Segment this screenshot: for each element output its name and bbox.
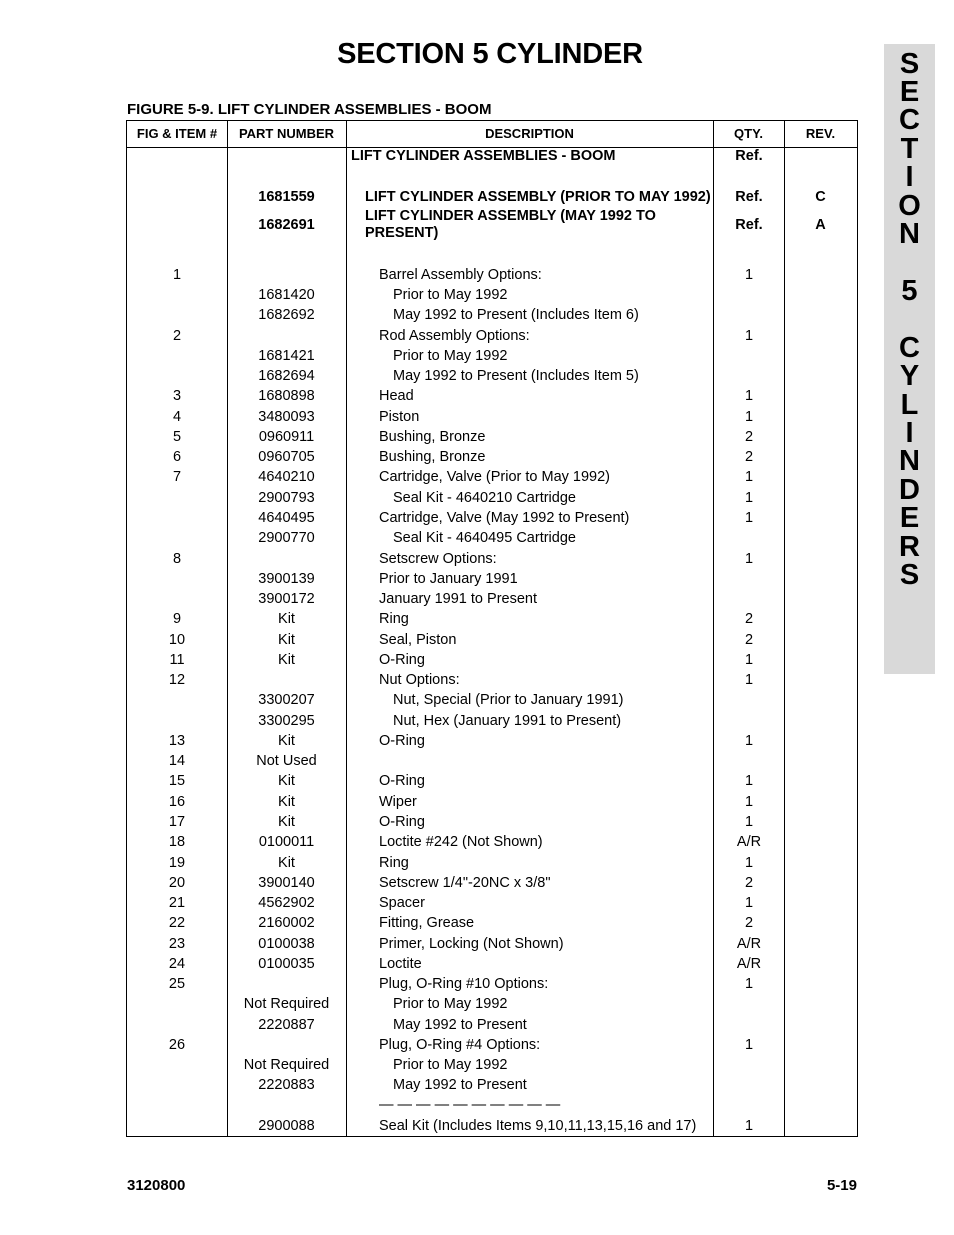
fig-item-cell: 23 bbox=[168, 936, 186, 952]
table-row bbox=[127, 286, 857, 306]
table-row bbox=[127, 590, 857, 610]
table-row bbox=[127, 468, 857, 488]
part-number-cell: 1682694 bbox=[258, 368, 315, 384]
rev-cell: C bbox=[815, 189, 826, 205]
qty-cell: 2 bbox=[744, 915, 754, 931]
fig-item-cell: 7 bbox=[172, 469, 182, 485]
part-number-cell: 2900770 bbox=[258, 530, 315, 546]
qty-cell: 2 bbox=[744, 449, 754, 465]
header-qty: QTY. bbox=[734, 126, 763, 141]
description-cell: Seal Kit - 4640495 Cartridge bbox=[393, 530, 576, 546]
table-row bbox=[127, 408, 857, 428]
table-header bbox=[127, 121, 857, 148]
description-cell: Head bbox=[379, 388, 414, 404]
part-number-cell: 4640210 bbox=[258, 469, 315, 485]
side-tab-letter: N bbox=[899, 218, 920, 250]
side-tab-letter: Y bbox=[899, 360, 920, 392]
fig-item-cell: 26 bbox=[168, 1037, 186, 1053]
description-cell: Loctite #242 (Not Shown) bbox=[379, 834, 543, 850]
table-row bbox=[127, 1076, 857, 1096]
description-cell: Prior to May 1992 bbox=[393, 1057, 508, 1073]
part-number-cell: Kit bbox=[278, 611, 295, 627]
description-cell: Seal Kit (Includes Items 9,10,11,13,15,16 and 17) bbox=[379, 1118, 697, 1134]
table-row bbox=[127, 975, 857, 995]
qty-cell: 1 bbox=[744, 510, 754, 526]
table-row bbox=[127, 631, 857, 651]
table-row bbox=[127, 1096, 857, 1116]
table-row bbox=[127, 935, 857, 955]
description-cell: Piston bbox=[379, 409, 420, 425]
description-cell: May 1992 to Present bbox=[393, 1017, 527, 1033]
fig-item-cell: 11 bbox=[169, 652, 185, 668]
description-cell: Loctite bbox=[379, 956, 422, 972]
fig-item-cell: 15 bbox=[168, 773, 186, 789]
fig-item-cell: 14 bbox=[168, 753, 186, 769]
fig-item-cell: 21 bbox=[168, 895, 186, 911]
table-row bbox=[127, 387, 857, 407]
part-number-cell: 2900088 bbox=[258, 1118, 315, 1134]
fig-item-cell: 10 bbox=[168, 632, 186, 648]
qty-cell: 1 bbox=[744, 976, 754, 992]
description-cell: Prior to January 1991 bbox=[379, 571, 518, 587]
description-cell: Fitting, Grease bbox=[379, 915, 475, 931]
table-row bbox=[127, 833, 857, 853]
part-number-cell: 3300207 bbox=[258, 692, 315, 708]
qty-cell: Ref. bbox=[735, 189, 763, 205]
fig-item-cell: 17 bbox=[168, 814, 186, 830]
qty-cell: 1 bbox=[744, 773, 754, 789]
qty-cell: 1 bbox=[744, 388, 754, 404]
table-row bbox=[127, 651, 857, 671]
description-cell: Bushing, Bronze bbox=[379, 449, 486, 465]
table-row bbox=[127, 691, 857, 711]
side-tab-letter: R bbox=[899, 531, 920, 563]
fig-item-cell: 13 bbox=[168, 733, 186, 749]
description-cell: Primer, Locking (Not Shown) bbox=[379, 936, 564, 952]
table-row bbox=[127, 874, 857, 894]
description-cell: May 1992 to Present (Includes Item 6) bbox=[393, 307, 639, 323]
part-number-cell: Kit bbox=[278, 773, 295, 789]
part-number-cell: 2220883 bbox=[258, 1077, 315, 1093]
rev-cell: A bbox=[815, 217, 826, 233]
part-number-cell: 0100035 bbox=[258, 956, 315, 972]
section-title: SECTION 5 CYLINDER bbox=[337, 38, 643, 70]
qty-cell: 1 bbox=[744, 652, 754, 668]
description-cell: O-Ring bbox=[379, 814, 425, 830]
qty-cell: 1 bbox=[744, 328, 754, 344]
table-row bbox=[127, 188, 857, 208]
table-row bbox=[127, 367, 857, 387]
side-tab-letter: D bbox=[899, 474, 920, 506]
qty-cell: Ref. bbox=[735, 148, 763, 164]
table-row bbox=[127, 995, 857, 1015]
part-number-cell: Kit bbox=[278, 632, 295, 648]
fig-item-cell: 19 bbox=[168, 855, 186, 871]
qty-cell: A/R bbox=[736, 834, 762, 850]
header-rev: REV. bbox=[805, 126, 836, 141]
qty-cell: Ref. bbox=[735, 217, 763, 233]
description-cell: Ring bbox=[379, 611, 409, 627]
table-row bbox=[127, 266, 857, 286]
fig-item-cell: 6 bbox=[172, 449, 182, 465]
header-part-number: PART NUMBER bbox=[238, 126, 335, 141]
side-tab-letter: L bbox=[900, 389, 919, 421]
description-cell: Seal, Piston bbox=[379, 632, 457, 648]
table-row bbox=[127, 732, 857, 752]
part-number-cell: 3900140 bbox=[258, 875, 315, 891]
table-row bbox=[127, 854, 857, 874]
figure-title: FIGURE 5-9. LIFT CYLINDER ASSEMBLIES - BOOM bbox=[127, 101, 492, 118]
qty-cell: 1 bbox=[744, 814, 754, 830]
fig-item-cell: 16 bbox=[168, 794, 186, 810]
side-tab-letter: 5 bbox=[901, 275, 918, 307]
table-row bbox=[127, 752, 857, 772]
description-cell: — — — — — — — — — — bbox=[379, 1097, 561, 1113]
part-number-cell: 2220887 bbox=[258, 1017, 315, 1033]
side-tab-letter: N bbox=[899, 445, 920, 477]
description-cell: Plug, O-Ring #4 Options: bbox=[379, 1037, 541, 1053]
description-cell: LIFT CYLINDER ASSEMBLY (MAY 1992 TO bbox=[365, 208, 656, 224]
description-cell: Setscrew Options: bbox=[379, 551, 497, 567]
description-cell: LIFT CYLINDER ASSEMBLY (PRIOR TO MAY 1992) bbox=[365, 189, 711, 205]
part-number-cell: Kit bbox=[278, 855, 295, 871]
part-number-cell: Not Required bbox=[243, 996, 330, 1012]
fig-item-cell: 5 bbox=[172, 429, 182, 445]
part-number-cell: 4562902 bbox=[258, 895, 315, 911]
part-number-cell: 1681421 bbox=[258, 348, 315, 364]
part-number-cell: 0100011 bbox=[258, 834, 315, 850]
part-number-cell: 1681420 bbox=[258, 287, 315, 303]
fig-item-cell: 18 bbox=[168, 834, 186, 850]
table-row bbox=[127, 327, 857, 347]
description-cell: Prior to May 1992 bbox=[393, 996, 508, 1012]
table-row bbox=[127, 793, 857, 813]
table-row bbox=[127, 509, 857, 529]
description-cell: PRESENT) bbox=[365, 225, 439, 241]
part-number-cell: 0100038 bbox=[258, 936, 315, 952]
qty-cell: 1 bbox=[744, 895, 754, 911]
fig-item-cell: 3 bbox=[172, 388, 182, 404]
part-number-cell: 4640495 bbox=[258, 510, 315, 526]
qty-cell: 1 bbox=[744, 1118, 754, 1134]
table-row bbox=[127, 610, 857, 630]
qty-cell: 1 bbox=[744, 409, 754, 425]
part-number-cell: 3300295 bbox=[258, 713, 315, 729]
table-row bbox=[127, 428, 857, 448]
description-cell: Nut Options: bbox=[379, 672, 460, 688]
description-cell: January 1991 to Present bbox=[379, 591, 537, 607]
table-row bbox=[127, 529, 857, 549]
header-description: DESCRIPTION bbox=[485, 126, 574, 141]
description-cell: O-Ring bbox=[379, 773, 425, 789]
table-row bbox=[127, 207, 857, 245]
fig-item-cell: 25 bbox=[168, 976, 186, 992]
table-row bbox=[127, 772, 857, 792]
fig-item-cell: 20 bbox=[168, 875, 186, 891]
description-cell: May 1992 to Present bbox=[393, 1077, 527, 1093]
table-row bbox=[127, 1036, 857, 1056]
part-number-cell: Kit bbox=[278, 733, 295, 749]
qty-cell: 2 bbox=[744, 875, 754, 891]
part-number-cell: Not Required bbox=[243, 1057, 330, 1073]
side-tab-letter: O bbox=[898, 190, 921, 222]
qty-cell: 1 bbox=[744, 267, 754, 283]
table-row bbox=[127, 671, 857, 691]
qty-cell: 1 bbox=[744, 469, 754, 485]
part-number-cell: Kit bbox=[278, 814, 295, 830]
table-row bbox=[127, 914, 857, 934]
description-cell: Cartridge, Valve (May 1992 to Present) bbox=[379, 510, 630, 526]
part-number-cell: 3900139 bbox=[258, 571, 315, 587]
part-number-cell: 3480093 bbox=[258, 409, 315, 425]
table-row bbox=[127, 1117, 857, 1137]
qty-cell: 1 bbox=[744, 794, 754, 810]
part-number-cell: 1682692 bbox=[258, 307, 315, 323]
table-row bbox=[127, 147, 857, 167]
qty-cell: A/R bbox=[736, 936, 762, 952]
qty-cell: 1 bbox=[744, 1037, 754, 1053]
fig-item-cell: 9 bbox=[172, 611, 182, 627]
part-number-cell: Kit bbox=[278, 794, 295, 810]
part-number-cell: 1681559 bbox=[258, 189, 315, 205]
part-number-cell: 3900172 bbox=[258, 591, 315, 607]
description-cell: Ring bbox=[379, 855, 409, 871]
part-number-cell: Not Used bbox=[256, 753, 317, 769]
side-tab-letter: T bbox=[900, 133, 919, 165]
description-cell: O-Ring bbox=[379, 652, 425, 668]
qty-cell: 2 bbox=[744, 429, 754, 445]
side-tab-letter: E bbox=[899, 502, 920, 534]
fig-item-cell: 12 bbox=[168, 672, 186, 688]
qty-cell: A/R bbox=[736, 956, 762, 972]
fig-item-cell: 4 bbox=[172, 409, 182, 425]
table-row bbox=[127, 448, 857, 468]
description-cell: Barrel Assembly Options: bbox=[379, 267, 542, 283]
description-cell: Spacer bbox=[379, 895, 425, 911]
qty-cell: 2 bbox=[744, 632, 754, 648]
fig-item-cell: 22 bbox=[168, 915, 186, 931]
qty-cell: 1 bbox=[744, 551, 754, 567]
table-row bbox=[127, 570, 857, 590]
side-tab-letter: I bbox=[905, 417, 914, 449]
parts-table bbox=[126, 120, 858, 1137]
description-cell: Nut, Hex (January 1991 to Present) bbox=[393, 713, 622, 729]
qty-cell: 1 bbox=[744, 733, 754, 749]
description-cell: Prior to May 1992 bbox=[393, 348, 508, 364]
table-row bbox=[127, 1016, 857, 1036]
side-tab-letter: C bbox=[899, 332, 920, 364]
side-tab-letter: S bbox=[899, 48, 920, 80]
table-row bbox=[127, 550, 857, 570]
table-row bbox=[127, 894, 857, 914]
fig-item-cell: 24 bbox=[168, 956, 186, 972]
table-row bbox=[127, 489, 857, 509]
section-side-tab bbox=[884, 44, 935, 674]
description-cell: O-Ring bbox=[379, 733, 425, 749]
part-number-cell: 2900793 bbox=[258, 490, 315, 506]
description-cell: Seal Kit - 4640210 Cartridge bbox=[393, 490, 576, 506]
qty-cell: 1 bbox=[744, 490, 754, 506]
description-cell: Nut, Special (Prior to January 1991) bbox=[393, 692, 624, 708]
side-tab-letter: C bbox=[899, 104, 920, 136]
part-number-cell: 0960911 bbox=[258, 429, 315, 445]
table-row bbox=[127, 955, 857, 975]
table-row bbox=[127, 813, 857, 833]
description-cell: Prior to May 1992 bbox=[393, 287, 508, 303]
fig-item-cell: 1 bbox=[172, 267, 182, 283]
description-cell: Wiper bbox=[379, 794, 417, 810]
description-cell: Rod Assembly Options: bbox=[379, 328, 530, 344]
side-tab-letter: I bbox=[905, 161, 914, 193]
fig-item-cell: 2 bbox=[172, 328, 182, 344]
table-row bbox=[127, 347, 857, 367]
description-cell: LIFT CYLINDER ASSEMBLIES - BOOM bbox=[351, 148, 616, 164]
description-cell: Plug, O-Ring #10 Options: bbox=[379, 976, 549, 992]
fig-item-cell: 8 bbox=[172, 551, 182, 567]
table-row bbox=[127, 306, 857, 326]
document-number: 3120800 bbox=[127, 1177, 186, 1194]
description-cell: Bushing, Bronze bbox=[379, 429, 486, 445]
description-cell: Cartridge, Valve (Prior to May 1992) bbox=[379, 469, 611, 485]
table-row bbox=[127, 1056, 857, 1076]
header-fig-item: FIG & ITEM # bbox=[136, 126, 218, 141]
part-number-cell: 0960705 bbox=[258, 449, 315, 465]
part-number-cell: Kit bbox=[278, 652, 295, 668]
qty-cell: 1 bbox=[744, 672, 754, 688]
side-tab-letter: S bbox=[899, 559, 920, 591]
qty-cell: 2 bbox=[744, 611, 754, 627]
part-number-cell: 1680898 bbox=[258, 388, 315, 404]
table-row bbox=[127, 712, 857, 732]
page-number: 5-19 bbox=[826, 1177, 857, 1194]
part-number-cell: 2160002 bbox=[258, 915, 315, 931]
side-tab-letter: E bbox=[899, 76, 920, 108]
part-number-cell: 1682691 bbox=[258, 217, 315, 233]
description-cell: Setscrew 1/4"-20NC x 3/8" bbox=[379, 875, 551, 891]
description-cell: May 1992 to Present (Includes Item 5) bbox=[393, 368, 639, 384]
qty-cell: 1 bbox=[744, 855, 754, 871]
